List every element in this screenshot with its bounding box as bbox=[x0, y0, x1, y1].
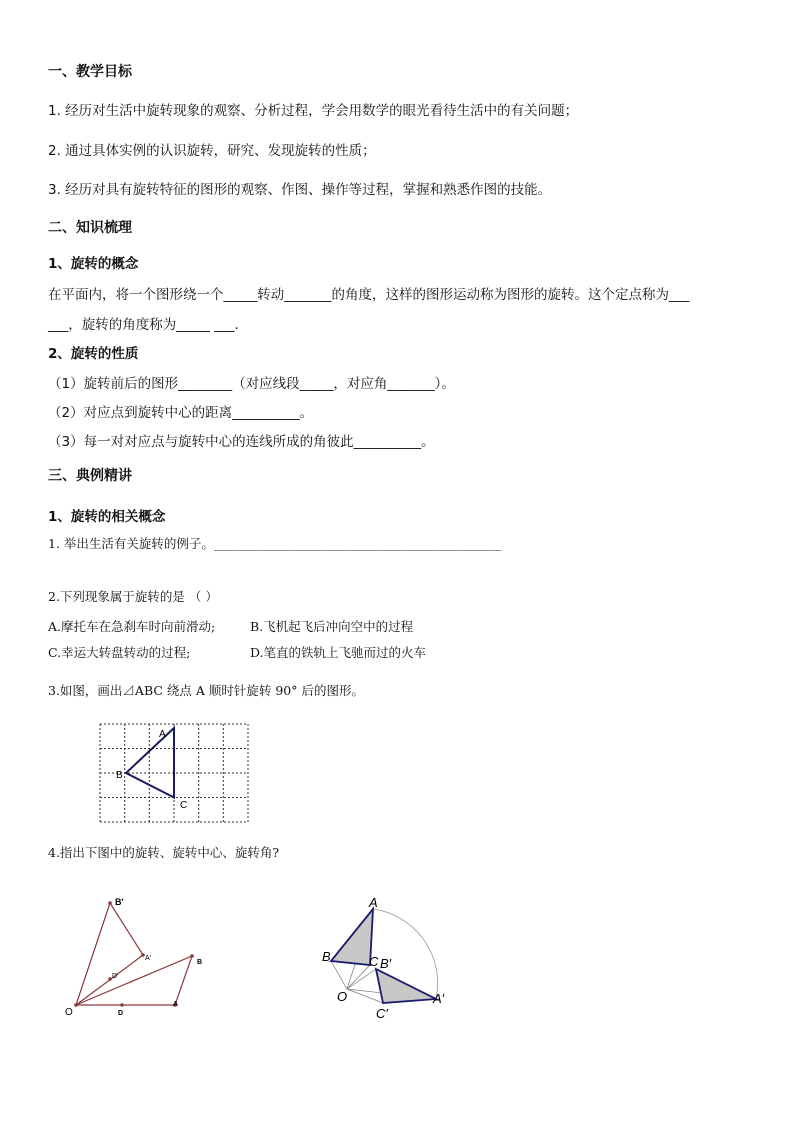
label-b-prime: B′ bbox=[380, 956, 392, 971]
triangle-original bbox=[331, 909, 373, 965]
goal-item: 3. 经历对具有旋转特征的图形的观察、作图、操作等过程，掌握和熟悉作图的技能。 bbox=[48, 182, 552, 198]
label-a-prime: A' bbox=[145, 955, 152, 962]
option-b: B.飞机起飞后冲向空中的过程 bbox=[250, 619, 414, 634]
property-item: （2）对应点到旋转中心的距离__________。 bbox=[48, 405, 314, 421]
label-b: B bbox=[322, 949, 331, 964]
concept-text-line2: ___，旋转的角度称为_____ ___. bbox=[48, 317, 239, 333]
label-d: D bbox=[118, 1010, 124, 1017]
rotation-figure-right bbox=[318, 893, 468, 1028]
label-b-prime: B' bbox=[115, 897, 124, 907]
label-c: C bbox=[180, 800, 188, 811]
section-title-examples: 三、典例精讲 bbox=[48, 468, 132, 484]
label-a: A bbox=[173, 1001, 179, 1008]
section-title-knowledge: 二、知识梳理 bbox=[48, 220, 132, 236]
goal-item: 2. 通过具体实例的认识旋转，研究、发现旋转的性质； bbox=[48, 143, 376, 159]
property-item: （1）旋转前后的图形________（对应线段_____，对应角_______）。 bbox=[48, 376, 455, 392]
label-a-prime: A′ bbox=[433, 991, 445, 1006]
label-c: C bbox=[369, 954, 379, 969]
triangle-rotated bbox=[376, 969, 436, 1003]
concept-text-line1: 在平面内，将一个图形绕一个_____转动_______的角度，这样的图形运动称为图形的旋转。这个定点称为___ bbox=[48, 287, 690, 303]
label-d-prime: D' bbox=[112, 973, 119, 980]
question-3: 3.如图，画出⊿ABC 绕点 A 顺时针旋转 90° 后的图形。 bbox=[48, 683, 364, 698]
label-a: A bbox=[369, 895, 378, 910]
triangle-abc bbox=[126, 728, 174, 798]
subsection-title-property: 2、旋转的性质 bbox=[48, 346, 139, 362]
label-c-prime: C′ bbox=[376, 1006, 388, 1021]
option-d: D.笔直的铁轨上飞驰而过的火车 bbox=[250, 645, 427, 660]
label-o: O bbox=[65, 1007, 73, 1018]
goal-item: 1. 经历对生活中旋转现象的观察、分析过程，学会用数学的眼光看待生活中的有关问题； bbox=[48, 103, 579, 119]
label-b: B bbox=[197, 959, 203, 966]
question-2: 2.下列现象属于旋转的是 （ ） bbox=[48, 589, 218, 604]
question-4: 4.指出下图中的旋转、旋转中心、旋转角? bbox=[48, 845, 280, 860]
question-1: 1. 举出生活有关旋转的例子。______________________________________________ bbox=[48, 536, 502, 551]
subsection-title-example: 1、旋转的相关概念 bbox=[48, 509, 166, 525]
subsection-title-concept: 1、旋转的概念 bbox=[48, 256, 139, 272]
option-c: C.幸运大转盘转动的过程; bbox=[48, 645, 191, 660]
label-b: B bbox=[116, 770, 123, 781]
property-item: （3）每一对对应点与旋转中心的连线所成的角彼此__________。 bbox=[48, 434, 435, 450]
label-a: A bbox=[159, 729, 166, 740]
section-title-goals: 一、教学目标 bbox=[48, 64, 132, 80]
label-o: O bbox=[337, 989, 348, 1004]
option-a: A.摩托车在急刹车时向前滑动; bbox=[48, 619, 216, 634]
grid-triangle-figure bbox=[100, 724, 250, 824]
rotation-figure-left bbox=[60, 893, 220, 1023]
